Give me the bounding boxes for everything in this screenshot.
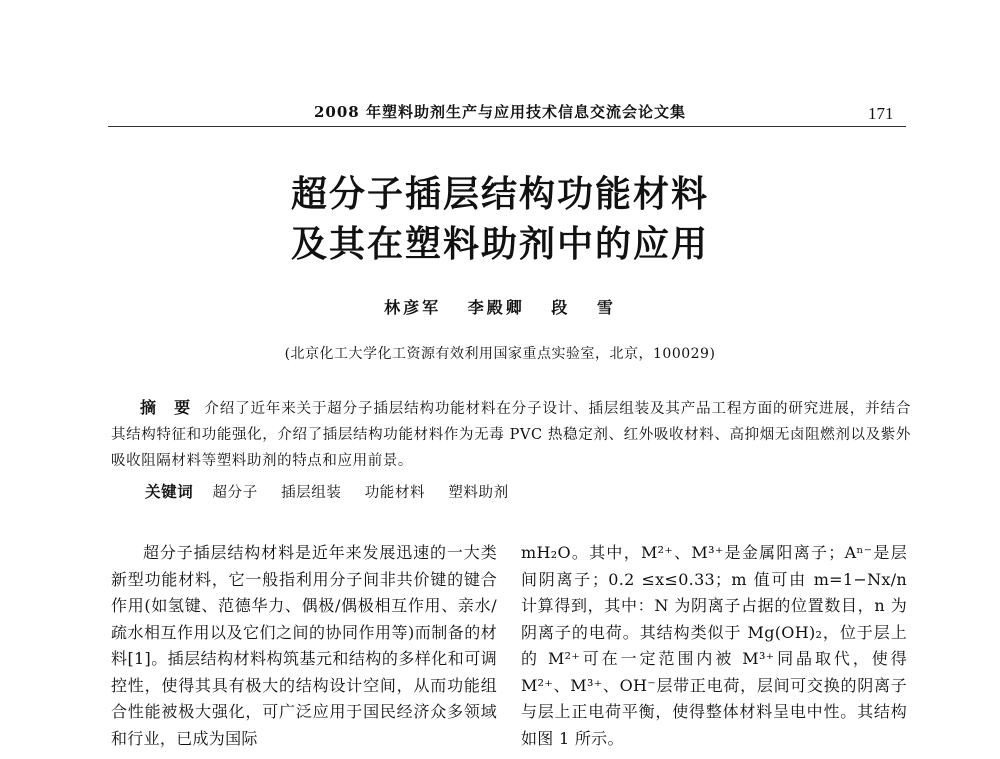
body-column-left [111, 540, 497, 752]
body-paragraph: mH₂O。其中，M²⁺、M³⁺是金属阳离子；Aⁿ⁻是层间阴离子；0.2 ≤x≤0.33；m 值可由 m=1−Nx/n 计算得到，其中：N 为阴离子占据的位置数目，n 为阴离子的电荷。其结构类似于 Mg(OH)₂，位于层上的 M²⁺可在一定范围内被 M³⁺同晶取代，使得 M²⁺、M³⁺、OH⁻层带正电荷，层间可交换的阴离子与层上正电荷平衡，使得整体材料呈电中性。其结构如图 1 所示。 [521, 543, 907, 748]
affiliation: (北京化工大学化工资源有效利用国家重点实验室，北京，100029) [284, 346, 716, 362]
keyword: 塑料助剂 [448, 485, 509, 501]
keywords-label: 关键词 [145, 482, 194, 501]
page-number: 171 [868, 104, 894, 123]
keyword: 超分子 [212, 485, 258, 501]
body-paragraph: 超分子插层结构材料是近年来发展迅速的一大类新型功能材料，它一般指利用分子间非共价键的键合作用(如氢键、范德华力、偶极/偶极相互作用、亲水/疏水相互作用以及它们之间的协同作用等)而制备的材料[1]。插层结构材料构筑基元和结构的多样化和可调控性，使得其具有极大的结构设计空间，从而功能组合性能被极大强化，可广泛应用于国民经济众多领域和行业，已成为国际 [111, 543, 497, 748]
title-line-1: 超分子插层结构功能材料 [290, 173, 709, 215]
title-line-2: 及其在塑料助剂中的应用 [290, 223, 709, 265]
keywords [145, 480, 905, 502]
authors: 林彦军 李殿卿 段 雪 [384, 298, 616, 317]
keyword: 插层组装 [281, 485, 342, 501]
abstract-text: 介绍了近年来关于超分子插层结构功能材料在分子设计、插层组装及其产品工程方面的研究进展，并结合其结构特征和功能强化，介绍了插层结构功能材料作为无毒 PVC 热稳定剂、红外吸收材料、高抑烟无卤阻燃剂以及紫外吸收阻隔材料等塑料助剂的特点和应用前景。 [111, 401, 911, 469]
keyword: 功能材料 [364, 485, 426, 501]
abstract-label: 摘 要 [140, 398, 197, 417]
body-column-right [521, 540, 907, 752]
running-header: 2008 年塑料助剂生产与应用技术信息交流会论文集 [314, 103, 686, 121]
header-rule [108, 126, 906, 127]
abstract [111, 395, 911, 474]
